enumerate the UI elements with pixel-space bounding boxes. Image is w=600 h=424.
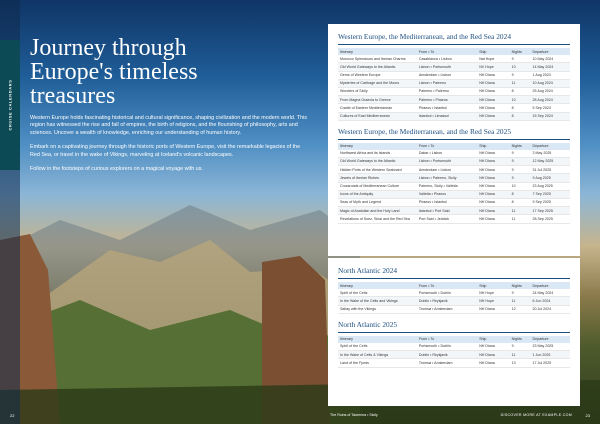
- table-row: [338, 71, 570, 79]
- route-cell: Piraeus • Istanbul: [417, 104, 477, 112]
- route-cell: Piraeus • Istanbul: [417, 199, 477, 207]
- header-ship: Ship: [477, 282, 509, 289]
- ship-cell: NH Diana: [477, 343, 509, 351]
- hero-paragraph-3: Follow in the footsteps of curious explorers on a magical voyage with us.: [30, 166, 203, 173]
- departure-cell: 6 Jun 2024: [531, 297, 570, 305]
- departure-cell: 3 May 2025: [531, 150, 570, 158]
- section-2024-med: [328, 24, 580, 121]
- nights-cell: 9: [510, 71, 531, 79]
- hero-title-line2: Europe's timeless: [30, 59, 198, 85]
- route-cell: Valletta • Piraeus: [417, 190, 477, 198]
- header-ship: Ship: [477, 48, 509, 55]
- header-nights: Nights: [510, 336, 531, 343]
- side-tab-label: CRUISE CALENDARS: [7, 79, 13, 131]
- departure-cell: 20 Jul 2024: [531, 305, 570, 313]
- route-cell: Amsterdam • Lisbon: [417, 71, 477, 79]
- departure-cell: 9 Sep 2025: [531, 199, 570, 207]
- nights-cell: 11: [510, 351, 531, 359]
- nights-cell: 8: [510, 199, 531, 207]
- header-departure: Departure: [531, 48, 570, 55]
- ship-cell: NV Hope: [477, 63, 509, 71]
- ship-cell: NH Diana: [477, 351, 509, 359]
- route-cell: Palermo • Palermo: [417, 87, 477, 95]
- itinerary-table: [338, 282, 570, 314]
- route-cell: Tromsø • Amsterdam: [417, 305, 477, 313]
- nights-cell: 11: [510, 79, 531, 87]
- route-cell: Dakar • Lisbon: [417, 150, 477, 158]
- departure-cell: 12 May 2025: [531, 158, 570, 166]
- ship-cell: NH Diana: [477, 199, 509, 207]
- route-cell: Port Said • Jeddah: [417, 215, 477, 223]
- itinerary-cell: Cradle of Eastern Mediterranean: [338, 104, 417, 112]
- itinerary-cell: Jewels of Iberian Riches: [338, 174, 417, 182]
- nights-cell: 10: [510, 63, 531, 71]
- departure-cell: 1 Aug 2024: [531, 71, 570, 79]
- page-number-right: 23: [585, 413, 590, 418]
- departure-cell: 5 Sep 2024: [531, 104, 570, 112]
- nights-cell: 9: [510, 55, 531, 63]
- itinerary-cell: Seas of Myth and Legend: [338, 199, 417, 207]
- hero-paragraph-1: Western Europe holds fascinating historical and cultural significance, shaping civilization and the modern world. This region has witnessed the rise and fall of empires, the birth of religions, and the flourishing of philosophy, arts and sciences. Uncover a wealth of knowledge, enriching our understanding of human history.: [30, 115, 307, 136]
- itinerary-cell: Spirit of the Celts: [338, 289, 417, 297]
- page-number-left: 22: [10, 413, 15, 418]
- itinerary-cell: Northwest Africa and its Islands: [338, 150, 417, 158]
- nights-cell: 11: [510, 215, 531, 223]
- section-2024-atlantic: [328, 258, 580, 314]
- nights-cell: 9: [510, 174, 531, 182]
- table-row: [338, 150, 570, 158]
- header-ship: Ship: [477, 336, 509, 343]
- ship-cell: NH Diana: [477, 207, 509, 215]
- route-cell: Portsmouth • Dublin: [417, 289, 477, 297]
- ship-cell: NH Diana: [477, 112, 509, 120]
- route-cell: Casablanca • Lisbon: [417, 55, 477, 63]
- table-row: [338, 166, 570, 174]
- route-cell: Palermo • Piraeus: [417, 96, 477, 104]
- hero: [30, 36, 310, 173]
- hero-title-line3: treasures: [30, 83, 116, 109]
- itinerary-table: [338, 336, 570, 368]
- ship-cell: NH Diana: [477, 190, 509, 198]
- itinerary-cell: Crossroads of Mediterranean Culture: [338, 182, 417, 190]
- header-departure: Departure: [531, 336, 570, 343]
- departure-cell: 10 Aug 2024: [531, 79, 570, 87]
- table-row: [338, 63, 570, 71]
- hero-title-line1: Journey through: [30, 35, 187, 61]
- route-cell: Lisbon • Palermo: [417, 79, 477, 87]
- nights-cell: 9: [510, 289, 531, 297]
- header-route: From • To: [417, 143, 477, 150]
- section-title: Western Europe, the Mediterranean, and the Red Sea 2025: [338, 126, 512, 136]
- itinerary-cell: Saltay with the Vikings: [338, 305, 417, 313]
- route-cell: Istanbul • Port Said: [417, 207, 477, 215]
- itinerary-cell: Cultures of East Mediterranean: [338, 112, 417, 120]
- table-row: [338, 158, 570, 166]
- header-nights: Nights: [510, 143, 531, 150]
- header-departure: Departure: [531, 143, 570, 150]
- departure-cell: 15 Sep 2024: [531, 112, 570, 120]
- departure-cell: 7 Sep 2025: [531, 190, 570, 198]
- route-cell: Lisbon • Portsmouth: [417, 158, 477, 166]
- header-ship: Ship: [477, 143, 509, 150]
- section-rule: [338, 332, 570, 333]
- section-rule: [338, 44, 570, 45]
- nights-cell: 11: [510, 207, 531, 215]
- route-cell: Palermo, Sicily • Valletta: [417, 182, 477, 190]
- section-rule: [338, 278, 570, 279]
- website-link[interactable]: DISCOVER MORE AT EXAMPLE.COM: [500, 413, 572, 417]
- departure-cell: 17 Sep 2025: [531, 207, 570, 215]
- header-itinerary: Itinerary: [338, 336, 417, 343]
- nights-cell: 8: [510, 104, 531, 112]
- itinerary-cell: Wonders of Sicily: [338, 87, 417, 95]
- departure-cell: 28 Sep 2025: [531, 215, 570, 223]
- ship-cell: NH Diana: [477, 182, 509, 190]
- route-cell: Portsmouth • Dublin: [417, 343, 477, 351]
- itinerary-cell: Hidden Ports of the Western Seaboard: [338, 166, 417, 174]
- section-title: North Atlantic 2024: [338, 266, 398, 275]
- departure-cell: 23 Aug 2025: [531, 182, 570, 190]
- route-cell: Dublin • Reykjavik: [417, 297, 477, 305]
- itinerary-panel-north-atlantic: [328, 258, 580, 406]
- ship-cell: NH Diana: [477, 96, 509, 104]
- table-header-row: [338, 336, 570, 343]
- route-cell: Tromsø • Amsterdam: [417, 359, 477, 367]
- table-row: [338, 79, 570, 87]
- departure-cell: 9 Aug 2025: [531, 174, 570, 182]
- itinerary-table: [338, 143, 570, 224]
- route-cell: Lisbon • Portsmouth: [417, 63, 477, 71]
- departure-cell: 1 Jun 2025: [531, 351, 570, 359]
- table-row: [338, 87, 570, 95]
- departure-cell: 31 Jul 2025: [531, 166, 570, 174]
- nights-cell: 9: [510, 166, 531, 174]
- table-row: [338, 104, 570, 112]
- itinerary-cell: In the Wake of Celts & Vikings: [338, 351, 417, 359]
- ship-cell: NH Diana: [477, 150, 509, 158]
- departure-cell: 23 May 2025: [531, 343, 570, 351]
- nights-cell: 8: [510, 190, 531, 198]
- table-row: [338, 55, 570, 63]
- section-2025-atlantic: [328, 314, 580, 368]
- hero-paragraph-2: Embark on a captivating journey through the historic ports of Western Europe, visit the remarkable legacies of the Red Sea, or travel in the wake of Vikings, marveling at Iceland's volcanic landscapes.: [30, 144, 301, 158]
- table-row: [338, 199, 570, 207]
- table-row: [338, 182, 570, 190]
- table-row: [338, 215, 570, 223]
- header-itinerary: Itinerary: [338, 143, 417, 150]
- route-cell: Amsterdam • Lisbon: [417, 166, 477, 174]
- table-row: [338, 343, 570, 351]
- table-row: [338, 351, 570, 359]
- itinerary-cell: Revelations of Suez, Sinai and the Red Sea: [338, 215, 417, 223]
- nights-cell: 9: [510, 150, 531, 158]
- table-header-row: [338, 282, 570, 289]
- departure-cell: 25 Aug 2024: [531, 87, 570, 95]
- departure-cell: 24 May 2024: [531, 289, 570, 297]
- ship-cell: Nat Hope: [477, 55, 509, 63]
- header-departure: Departure: [531, 282, 570, 289]
- departure-cell: 14 May 2024: [531, 63, 570, 71]
- nights-cell: 10: [510, 96, 531, 104]
- itinerary-cell: From Magna Graecia to Greece: [338, 96, 417, 104]
- itinerary-cell: In the Wake of the Celts and Vikings: [338, 297, 417, 305]
- table-row: [338, 190, 570, 198]
- ship-cell: NH Diana: [477, 305, 509, 313]
- ship-cell: NH Diana: [477, 174, 509, 182]
- section-rule: [338, 139, 570, 140]
- header-route: From • To: [417, 336, 477, 343]
- route-cell: Lisbon • Palermo, Sicily: [417, 174, 477, 182]
- itinerary-cell: Gems of Western Europe: [338, 71, 417, 79]
- route-cell: Istanbul • Limassol: [417, 112, 477, 120]
- departure-cell: 28 Aug 2024: [531, 96, 570, 104]
- nights-cell: 13: [510, 359, 531, 367]
- departure-cell: 17 Jul 2025: [531, 359, 570, 367]
- itinerary-cell: Land of the Fjords: [338, 359, 417, 367]
- ship-cell: NH Diana: [477, 166, 509, 174]
- section-2025-med: [328, 121, 580, 224]
- header-nights: Nights: [510, 48, 531, 55]
- page-footer: [0, 410, 600, 424]
- ship-cell: NH Diana: [477, 104, 509, 112]
- ship-cell: NH Diana: [477, 87, 509, 95]
- header-nights: Nights: [510, 282, 531, 289]
- departure-cell: 10 May 2024: [531, 55, 570, 63]
- table-row: [338, 174, 570, 182]
- table-row: [338, 96, 570, 104]
- table-row: [338, 207, 570, 215]
- ship-cell: NH Diana: [477, 215, 509, 223]
- itinerary-cell: Old World Gateways to the Atlantic: [338, 158, 417, 166]
- ship-cell: NH Diana: [477, 79, 509, 87]
- table-row: [338, 289, 570, 297]
- nights-cell: 10: [510, 182, 531, 190]
- route-cell: Dublin • Reykjavik: [417, 351, 477, 359]
- itinerary-cell: Old World Gateways to the Atlantic: [338, 63, 417, 71]
- ship-cell: NH Hope: [477, 297, 509, 305]
- side-tab: [0, 40, 20, 170]
- table-header-row: [338, 48, 570, 55]
- nights-cell: 12: [510, 305, 531, 313]
- table-row: [338, 297, 570, 305]
- header-itinerary: Itinerary: [338, 282, 417, 289]
- itinerary-cell: Mysteries of Carthage and the Moors: [338, 79, 417, 87]
- header-route: From • To: [417, 48, 477, 55]
- itinerary-panel-mediterranean: [328, 24, 580, 256]
- table-row: [338, 359, 570, 367]
- itinerary-table: [338, 48, 570, 121]
- table-row: [338, 305, 570, 313]
- itinerary-cell: Icons of the Antiquity: [338, 190, 417, 198]
- itinerary-cell: Morocco Splendours and Iberian Charms: [338, 55, 417, 63]
- ship-cell: NH Diana: [477, 158, 509, 166]
- itinerary-cell: Spirit of the Celts: [338, 343, 417, 351]
- section-title: Western Europe, the Mediterranean, and the Red Sea 2024: [338, 32, 512, 41]
- nights-cell: 9: [510, 158, 531, 166]
- table-header-row: [338, 143, 570, 150]
- ship-cell: NH Diana: [477, 359, 509, 367]
- ship-cell: NH Diana: [477, 71, 509, 79]
- itinerary-cell: Magic of Anatolian and the Holy Land: [338, 207, 417, 215]
- nights-cell: 8: [510, 112, 531, 120]
- nights-cell: 9: [510, 343, 531, 351]
- nights-cell: 8: [510, 87, 531, 95]
- nights-cell: 11: [510, 297, 531, 305]
- ship-cell: NH Hope: [477, 289, 509, 297]
- section-title: North Atlantic 2025: [338, 319, 398, 329]
- header-route: From • To: [417, 282, 477, 289]
- header-itinerary: Itinerary: [338, 48, 417, 55]
- photo-caption: The Ruins of Taormina • Sicily: [330, 413, 378, 417]
- hero-title: [30, 36, 310, 108]
- table-row: [338, 112, 570, 120]
